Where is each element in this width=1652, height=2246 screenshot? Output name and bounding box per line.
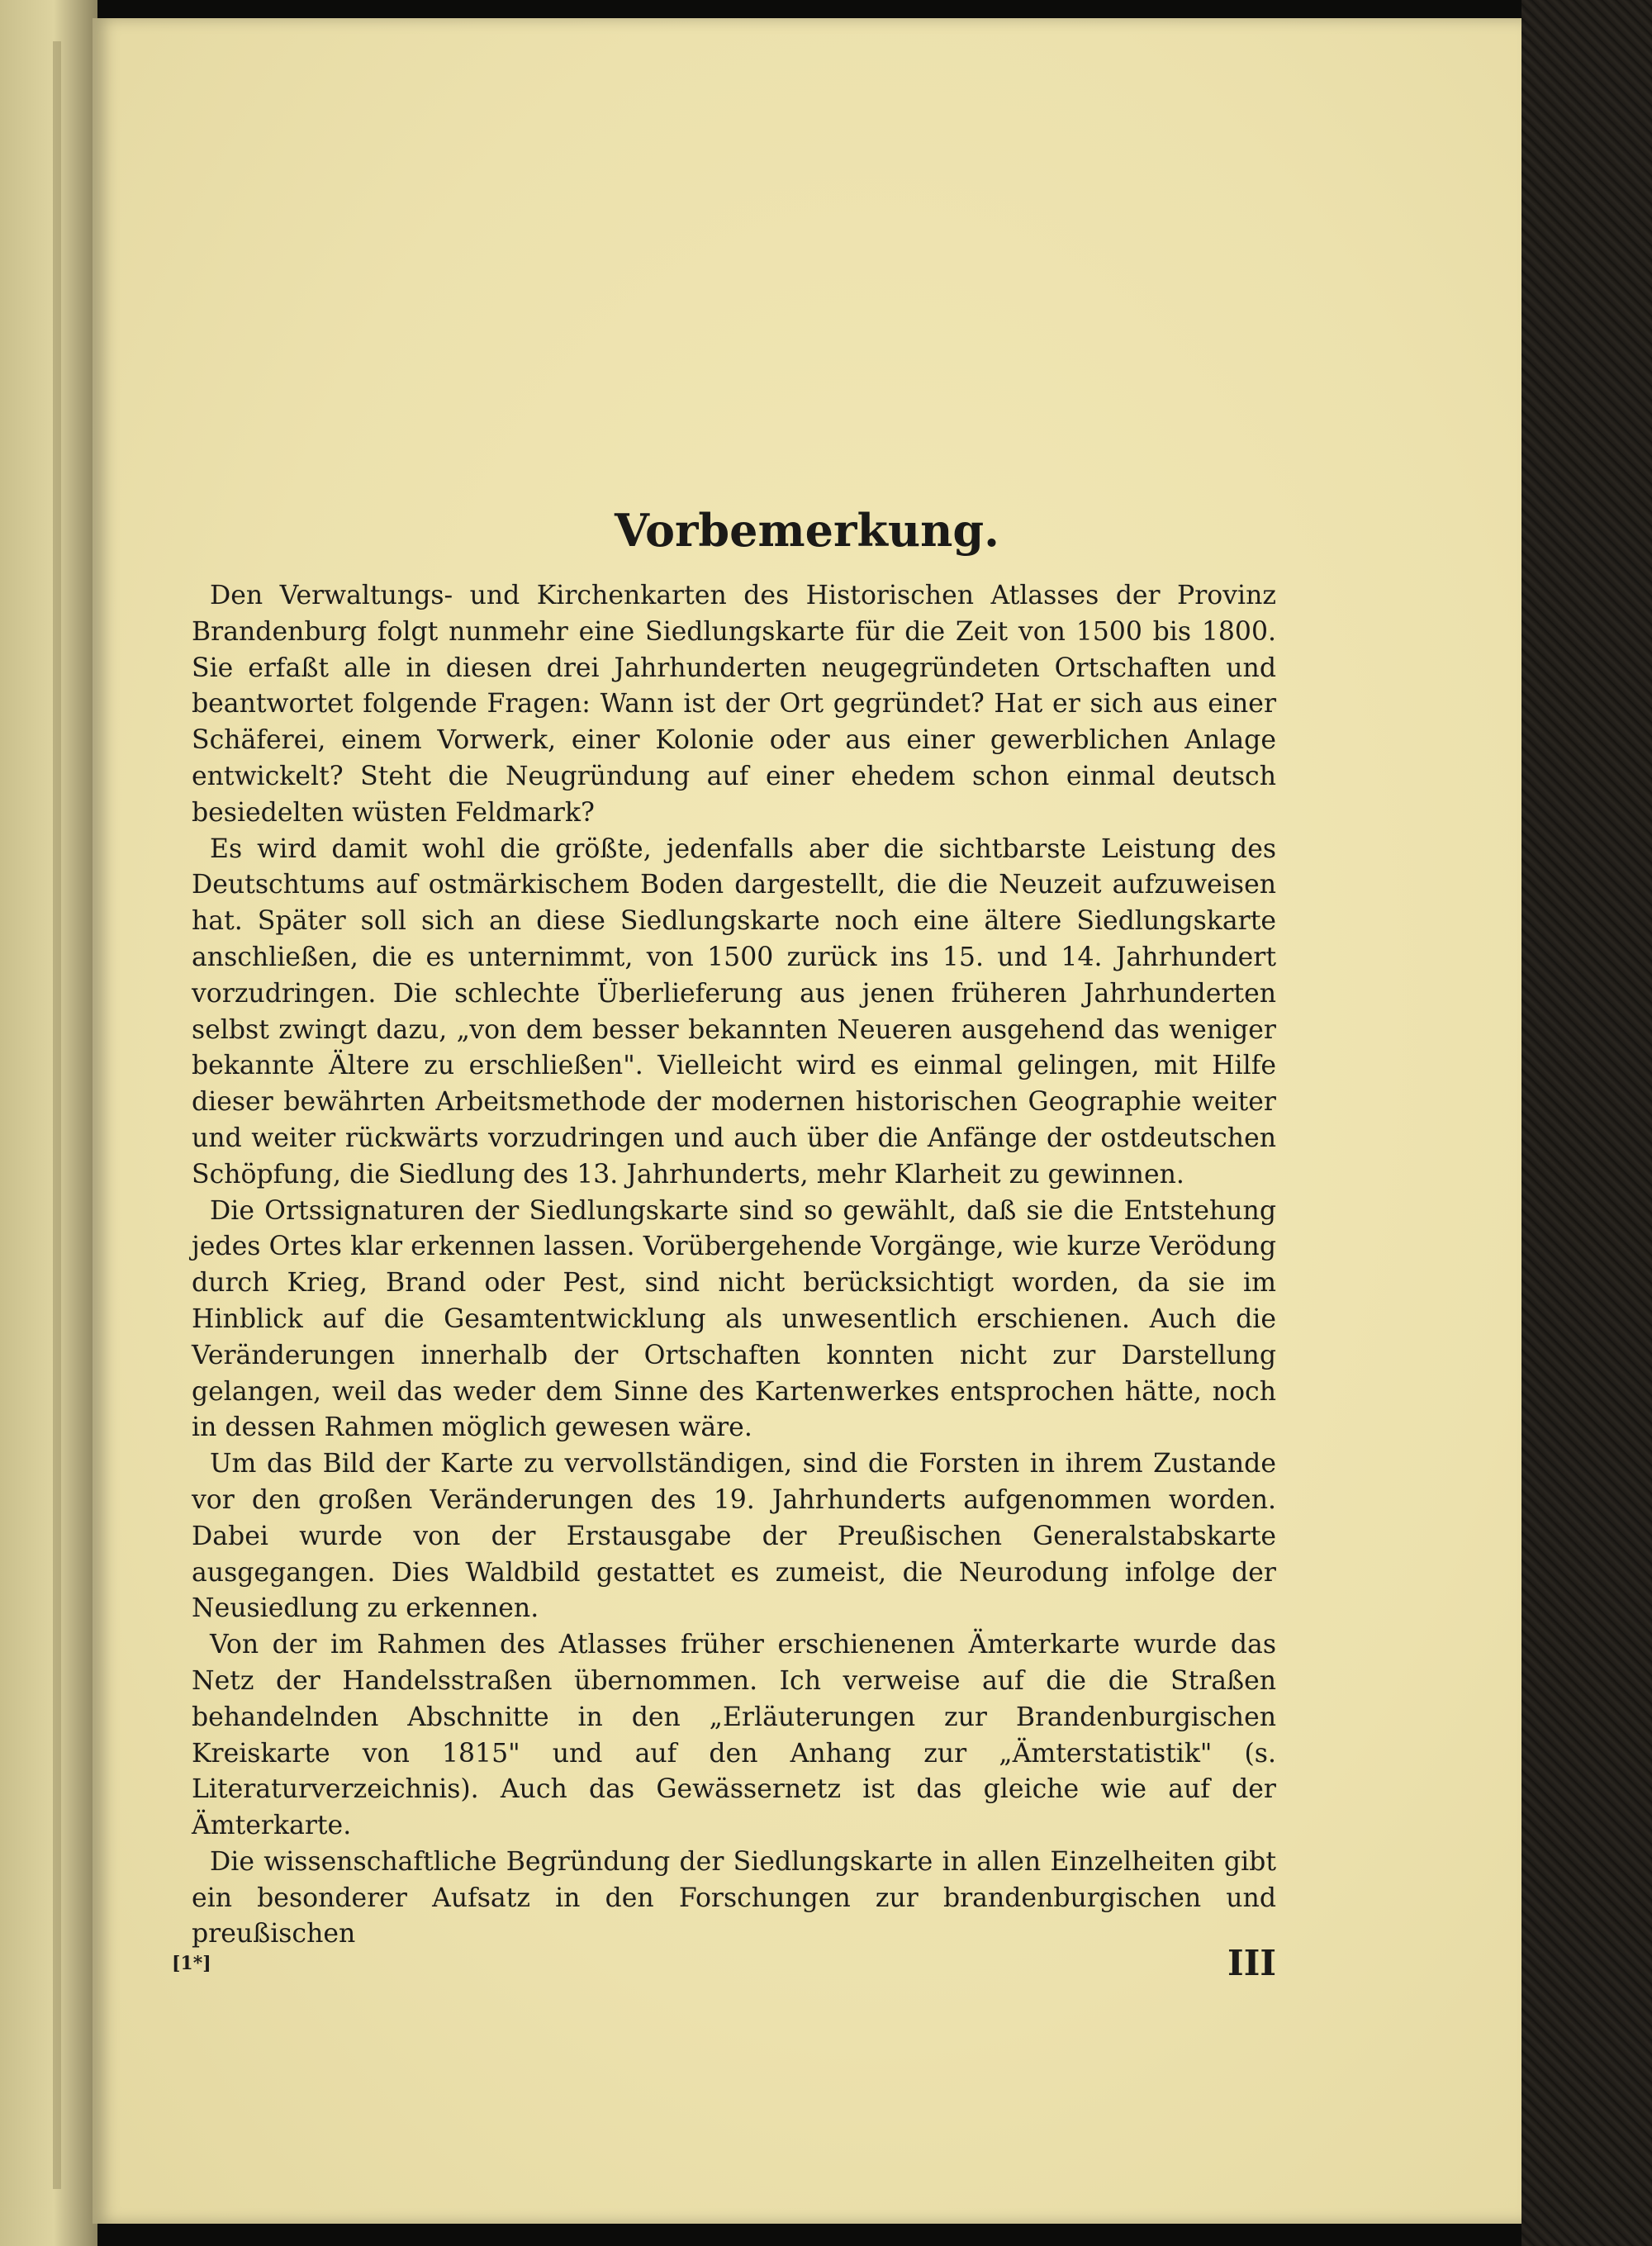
book-binding: [1521, 0, 1652, 2246]
paragraph: Den Verwaltungs- und Kirchenkarten des Historischen Atlasses der Provinz Brandenburg folgt nunmehr eine Siedlungskarte für die Zeit von 1500 bis 1800. Sie erfaßt alle in diesen drei Jahrhunderten neugegründeten Ortschaften und beantwortet folgende Fragen: Wann ist der Ort gegründet? Hat er sich aus einer Schäferei, einem Vorwerk, einer Kolonie oder aus einer gewerblichen Anlage entwickelt? Steht die Neugründung auf einer ehedem schon einmal deutsch besiedelten wüsten Feldmark?: [192, 581, 1276, 828]
facing-page-edge: [0, 0, 97, 2246]
page-title: Vorbemerkung.: [615, 504, 999, 557]
paragraph: Es wird damit wohl die größte, jedenfalls aber die sichtbarste Leistung des Deutschtums auf ostmärkischem Boden dargestellt, die die Neuzeit aufzuweisen hat. Später soll sich an diese Siedlungskarte noch eine ältere Siedlungskarte anschließen, die es unternimmt, von 1500 zurück ins 15. und 14. Jahrhundert vorzudringen. Die schlechte Überlieferung aus jenen früheren Jahrhunderten selbst zwingt dazu, „von dem besser bekannten Neueren ausgehend das weniger bekannte Ältere zu erschließen". Vielleicht wird es einmal gelingen, mit Hilfe dieser bewährten Arbeitsmethode der modernen historischen Geographie weiter und weiter rückwärts vorzudringen und auch über die Anfänge der ostdeutschen Schöpfung, die Siedlung des 13. Jahrhunderts, mehr Klarheit zu gewinnen.: [192, 833, 1276, 1189]
gutter-line: [53, 41, 61, 2189]
paragraph: Die Ortssignaturen der Siedlungskarte sind so gewählt, daß sie die Entstehung jedes Ortes klar erkennen lassen. Vorübergehende Vorgänge, wie kurze Verödung durch Krieg, Brand oder Pest, sind nicht berücksichtigt worden, da sie im Hinblick auf die Gesamtentwicklung als unwesentlich erschienen. Auch die Veränderungen innerhalb der Ortschaften konnten nicht zur Darstellung gelangen, weil das weder dem Sinne des Kartenwerkes entsprochen hätte, noch in dessen Rahmen möglich gewesen wäre.: [192, 1195, 1276, 1443]
body-text: [192, 578, 1276, 1953]
paragraph: Die wissenschaftliche Begründung der Siedlungskarte in allen Einzelheiten gibt ein besonderer Aufsatz in den Forschungen zur brandenburgischen und preußischen: [192, 1846, 1276, 1949]
page-number: III: [1227, 1943, 1276, 1983]
paragraph: Von der im Rahmen des Atlasses früher erschienenen Ämterkarte wurde das Netz der Handelsstraßen übernommen. Ich verweise auf die die Straßen behandelnden Abschnitte in den „Erläuterungen zur Brandenburgischen Kreiskarte von 1815" und auf den Anhang zur „Ämterstatistik" (s. Literaturverzeichnis). Auch das Gewässernetz ist das gleiche wie auf der Ämterkarte.: [192, 1630, 1276, 1841]
signature-mark: [1*]: [172, 1953, 211, 1974]
paragraph: Um das Bild der Karte zu vervollständigen, sind die Forsten in ihrem Zustande vor den großen Veränderungen des 19. Jahrhunderts aufgenommen worden. Dabei wurde von der Erstausgabe der Preußischen Generalstabskarte ausgegangen. Dies Waldbild gestattet es zumeist, die Neurodung infolge der Neusiedlung zu erkennen.: [192, 1449, 1276, 1624]
